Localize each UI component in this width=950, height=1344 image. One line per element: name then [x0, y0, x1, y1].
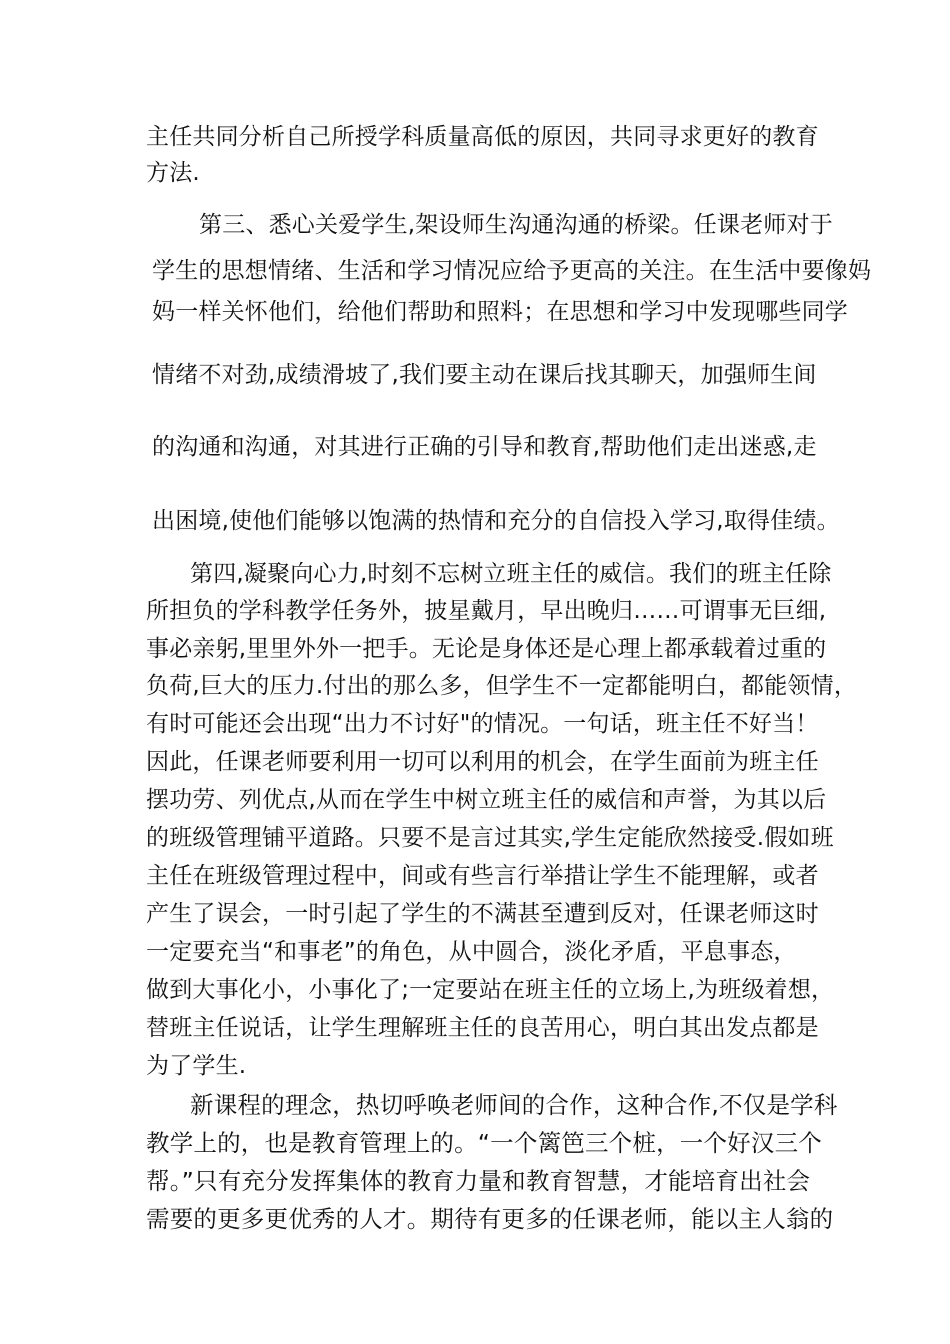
text-line: 负荷,巨大的压力.付出的那么多，但学生不一定都能明白，都能领情， — [146, 673, 858, 699]
text-line: 有时可能还会出现“出力不讨好"的情况。一句话，班主任不好当！ — [146, 711, 819, 737]
text-line: 方法. — [146, 160, 200, 186]
text-line: 做到大事化小，小事化了;一定要站在班主任的立场上,为班级着想， — [146, 977, 835, 1003]
text-line: 产生了误会，一时引起了学生的不满甚至遭到反对，任课老师这时 — [146, 901, 819, 927]
text-line: 妈一样关怀他们，给他们帮助和照料；在思想和学习中发现哪些同学 — [152, 299, 848, 325]
text-line: 第三、悉心关爱学生,架设师生沟通沟通的桥梁。任课老师对于 — [199, 212, 833, 238]
text-line: 第四,凝聚向心力,时刻不忘树立班主任的威信。我们的班主任除 — [190, 561, 832, 587]
text-line: 的班级管理铺平道路。只要不是言过其实,学生定能欣然接受.假如班 — [146, 825, 834, 851]
text-line: 主任在班级管理过程中，间或有些言行举措让学生不能理解，或者 — [146, 863, 819, 889]
text-line: 新课程的理念，热切呼唤老师间的合作，这种合作,不仅是学科 — [190, 1091, 838, 1119]
text-line: 情绪不对劲,成绩滑坡了,我们要主动在课后找其聊天，加强师生间 — [152, 362, 817, 388]
text-line: 出困境,使他们能够以饱满的热情和充分的自信投入学习,取得佳绩。 — [152, 508, 840, 534]
text-line: 需要的更多更优秀的人才。期待有更多的任课老师，能以主人翁的 — [146, 1205, 834, 1233]
text-line: 为了学生. — [146, 1053, 247, 1079]
text-line: 摆功劳、列优点,从而在学生中树立班主任的威信和声誉，为其以后 — [146, 787, 827, 813]
text-line: 主任共同分析自己所授学科质量高低的原因，共同寻求更好的教育 — [146, 124, 819, 150]
text-line: 帮。”只有充分发挥集体的教育力量和教育智慧，才能培育出社会 — [146, 1167, 811, 1195]
text-line: 所担负的学科教学任务外，披星戴月，早出晚归……可谓事无巨细, — [146, 598, 827, 624]
text-line: 学生的思想情绪、生活和学习情况应给予更高的关注。在生活中要像妈 — [152, 258, 872, 284]
text-line: 事必亲躬,里里外外一把手。无论是身体还是心理上都承载着过重的 — [146, 636, 827, 662]
text-line: 因此，任课老师要利用一切可以利用的机会，在学生面前为班主任 — [146, 749, 819, 775]
text-line: 一定要充当“和事老”的角色，从中圆合，淡化矛盾，平息事态， — [146, 939, 797, 965]
text-line: 教学上的，也是教育管理上的。“一个篱笆三个桩，一个好汉三个 — [146, 1129, 822, 1157]
text-line: 替班主任说话，让学生理解班主任的良苦用心，明白其出发点都是 — [146, 1015, 819, 1041]
text-line: 的沟通和沟通，对其进行正确的引导和教育,帮助他们走出迷惑,走 — [152, 434, 817, 460]
